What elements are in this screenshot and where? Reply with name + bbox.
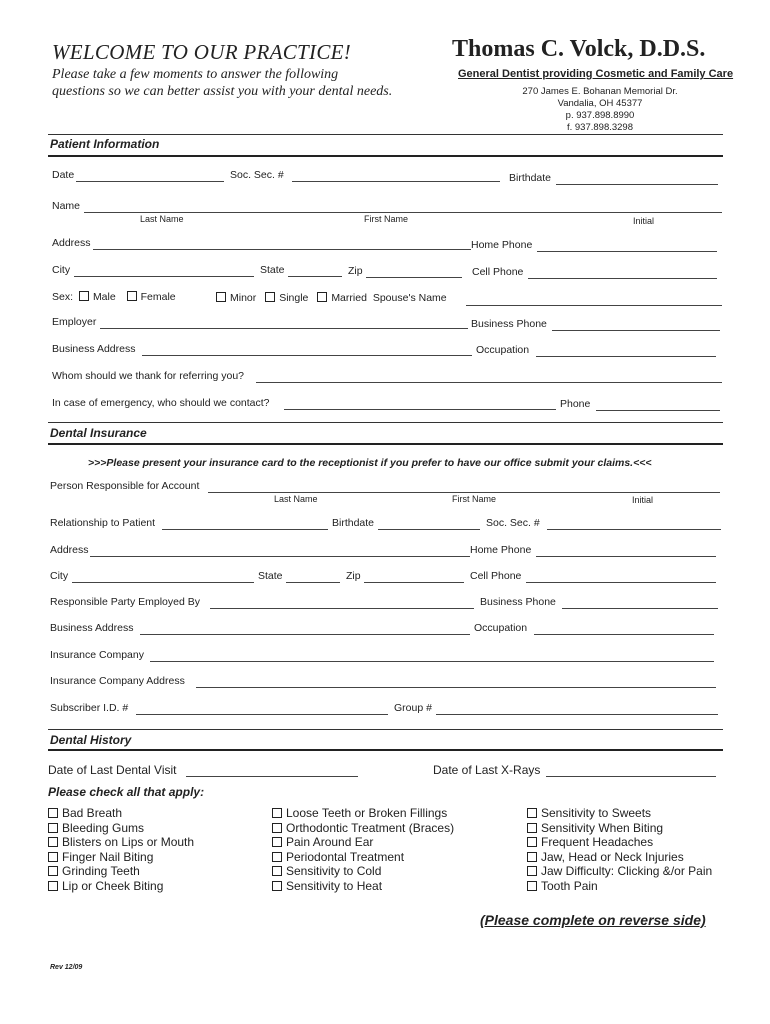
condition-checkbox[interactable]	[272, 866, 282, 876]
insured-occupation-label: Occupation	[474, 622, 528, 634]
insured-ssn-field[interactable]	[547, 529, 721, 530]
condition-item[interactable]: Blisters on Lips or Mouth	[48, 835, 194, 850]
conditions-column-2	[272, 806, 454, 894]
condition-item[interactable]: Finger Nail Biting	[48, 850, 194, 865]
emergency-field[interactable]	[284, 409, 556, 410]
condition-item[interactable]: Pain Around Ear	[272, 835, 454, 850]
initial-caption: Initial	[632, 495, 654, 505]
initial-caption: Initial	[633, 216, 655, 226]
relationship-label: Relationship to Patient	[50, 517, 156, 529]
conditions-column-3	[527, 806, 712, 894]
revision-label: Rev 12/09	[50, 964, 83, 971]
state-label: State	[260, 264, 285, 276]
employer-label: Employer	[52, 316, 97, 328]
insurance-company-label: Insurance Company	[50, 649, 144, 661]
male-checkbox[interactable]	[79, 291, 89, 301]
condition-checkbox[interactable]	[272, 837, 282, 847]
emergency-phone-label: Phone	[560, 398, 591, 410]
cell-phone-field[interactable]	[528, 278, 717, 279]
address-label: Address	[52, 237, 91, 249]
employer-field[interactable]	[100, 328, 468, 329]
home-phone-field[interactable]	[537, 251, 717, 252]
condition-checkbox[interactable]	[527, 881, 537, 891]
insured-address-label: Address	[50, 544, 89, 556]
sex-row	[52, 291, 176, 303]
practice-address	[505, 86, 695, 134]
insured-birthdate-field[interactable]	[378, 529, 480, 530]
section-title-patient: Patient Information	[50, 137, 160, 151]
condition-checkbox[interactable]	[48, 808, 58, 818]
cell-phone-label: Cell Phone	[472, 266, 524, 278]
address-line-2: Vandalia, OH 45377	[557, 98, 643, 109]
reverse-side-note: (Please complete on reverse side)	[480, 912, 706, 928]
intro-text	[52, 66, 392, 100]
sex-label: Sex:	[52, 291, 74, 303]
responsible-field[interactable]	[208, 492, 720, 493]
condition-checkbox[interactable]	[527, 808, 537, 818]
first-name-caption: First Name	[452, 494, 497, 504]
address-line-1: 270 James E. Bohanan Memorial Dr.	[522, 86, 678, 97]
condition-item[interactable]: Bad Breath	[48, 806, 194, 821]
condition-item[interactable]: Loose Teeth or Broken Fillings	[272, 806, 454, 821]
marital-row	[216, 292, 447, 304]
practice-phone: p. 937.898.8990	[565, 110, 635, 121]
responsible-label: Person Responsible for Account	[50, 480, 200, 492]
condition-item[interactable]: Sensitivity to Cold	[272, 864, 454, 879]
first-name-caption: First Name	[364, 214, 409, 224]
birthdate-field[interactable]	[556, 184, 718, 185]
dentist-name: Thomas C. Volck, D.D.S.	[452, 36, 706, 62]
insured-zip-field[interactable]	[364, 582, 464, 583]
single-checkbox[interactable]	[265, 292, 275, 302]
business-address-field[interactable]	[142, 355, 472, 356]
zip-field[interactable]	[366, 277, 462, 278]
section-title-history: Dental History	[50, 733, 132, 747]
condition-item[interactable]: Frequent Headaches	[527, 835, 712, 850]
business-phone-field[interactable]	[552, 330, 720, 331]
minor-checkbox[interactable]	[216, 292, 226, 302]
condition-checkbox[interactable]	[272, 881, 282, 891]
condition-checkbox[interactable]	[527, 823, 537, 833]
last-xrays-field[interactable]	[546, 776, 716, 777]
married-label: Married	[331, 292, 367, 304]
address-field[interactable]	[93, 249, 471, 250]
birthdate-label: Birthdate	[509, 172, 552, 184]
female-label: Female	[140, 291, 176, 303]
last-xrays-label: Date of Last X-Rays	[433, 763, 541, 777]
occupation-label: Occupation	[476, 344, 530, 356]
single-label: Single	[279, 292, 309, 304]
married-checkbox[interactable]	[317, 292, 327, 302]
section-rule-top	[48, 134, 723, 135]
condition-checkbox[interactable]	[527, 837, 537, 847]
insured-home-phone-field[interactable]	[536, 556, 716, 557]
home-phone-label: Home Phone	[471, 239, 533, 251]
condition-item[interactable]: Orthodontic Treatment (Braces)	[272, 821, 454, 836]
insured-business-address-label: Business Address	[50, 622, 134, 634]
emergency-phone-field[interactable]	[596, 410, 720, 411]
relationship-field[interactable]	[162, 529, 328, 530]
insured-occupation-field[interactable]	[534, 634, 714, 635]
city-field[interactable]	[74, 276, 254, 277]
ssn-field[interactable]	[292, 181, 500, 182]
minor-label: Minor	[230, 292, 257, 304]
insured-state-field[interactable]	[286, 582, 340, 583]
condition-checkbox[interactable]	[272, 823, 282, 833]
condition-item[interactable]: Sensitivity to Heat	[272, 879, 454, 894]
condition-item[interactable]: Sensitivity When Biting	[527, 821, 712, 836]
condition-checkbox[interactable]	[48, 881, 58, 891]
male-label: Male	[92, 291, 116, 303]
insurance-company-address-label: Insurance Company Address	[50, 675, 185, 687]
spouse-name-field[interactable]	[466, 305, 722, 306]
insured-cell-label: Cell Phone	[470, 570, 522, 582]
date-label: Date	[52, 169, 75, 181]
insurance-company-address-field[interactable]	[196, 687, 716, 688]
insured-ssn-label: Soc. Sec. #	[486, 517, 540, 529]
section-rule-top	[48, 729, 723, 730]
insured-business-phone-field[interactable]	[562, 608, 718, 609]
condition-item[interactable]: Bleeding Gums	[48, 821, 194, 836]
welcome-heading: WELCOME TO OUR PRACTICE!	[52, 40, 352, 64]
name-label: Name	[52, 200, 81, 212]
condition-item[interactable]: Tooth Pain	[527, 879, 712, 894]
ssn-label: Soc. Sec. #	[230, 169, 284, 181]
last-name-caption: Last Name	[274, 494, 318, 504]
insurance-card-notice: >>>Please present your insurance card to the receptionist if you prefer to have our office submit your claims.<<<	[88, 457, 652, 469]
employed-by-field[interactable]	[210, 608, 474, 609]
employed-by-label: Responsible Party Employed By	[50, 596, 200, 608]
insured-business-phone-label: Business Phone	[480, 596, 556, 608]
intro-line-2: questions so we can better assist you with your dental needs.	[52, 84, 393, 99]
subscriber-id-label: Subscriber I.D. #	[50, 702, 129, 714]
condition-item[interactable]: Jaw, Head or Neck Injuries	[527, 850, 712, 865]
insured-state-label: State	[258, 570, 283, 582]
business-phone-label: Business Phone	[471, 318, 547, 330]
last-visit-label: Date of Last Dental Visit	[48, 763, 177, 777]
last-name-caption: Last Name	[140, 214, 184, 224]
referral-field[interactable]	[256, 382, 722, 383]
section-rule	[48, 749, 723, 751]
section-rule	[48, 155, 723, 157]
conditions-column-1	[48, 806, 194, 894]
condition-checkbox[interactable]	[272, 808, 282, 818]
condition-item[interactable]: Jaw Difficulty: Clicking &/or Pain	[527, 864, 712, 879]
referral-label: Whom should we thank for referring you?	[52, 370, 245, 382]
group-label: Group #	[394, 702, 432, 714]
emergency-label: In case of emergency, who should we contact?	[52, 397, 270, 409]
practice-fax: f. 937.898.3298	[566, 122, 634, 133]
insured-address-field[interactable]	[90, 556, 470, 557]
state-field[interactable]	[288, 276, 342, 277]
condition-checkbox[interactable]	[48, 866, 58, 876]
business-address-label: Business Address	[52, 343, 136, 355]
occupation-field[interactable]	[536, 356, 716, 357]
check-all-heading: Please check all that apply:	[48, 785, 205, 799]
female-checkbox[interactable]	[127, 291, 137, 301]
intro-line-1: Please take a few moments to answer the following	[52, 67, 339, 82]
last-visit-field[interactable]	[186, 776, 358, 777]
section-title-insurance: Dental Insurance	[50, 426, 147, 440]
condition-item[interactable]: Sensitivity to Sweets	[527, 806, 712, 821]
insured-city-label: City	[50, 570, 69, 582]
condition-checkbox[interactable]	[48, 823, 58, 833]
condition-item[interactable]: Grinding Teeth	[48, 864, 194, 879]
condition-item[interactable]: Periodontal Treatment	[272, 850, 454, 865]
group-field[interactable]	[436, 714, 718, 715]
insured-city-field[interactable]	[72, 582, 254, 583]
date-field[interactable]	[76, 181, 224, 182]
spouse-name-label: Spouse's Name	[372, 292, 447, 304]
insured-birthdate-label: Birthdate	[332, 517, 375, 529]
condition-checkbox[interactable]	[48, 852, 58, 862]
condition-checkbox[interactable]	[272, 852, 282, 862]
insured-zip-label: Zip	[346, 570, 361, 582]
condition-checkbox[interactable]	[527, 866, 537, 876]
insured-home-phone-label: Home Phone	[470, 544, 532, 556]
practice-tagline: General Dentist providing Cosmetic and Family Care	[458, 68, 734, 80]
section-rule-top	[48, 422, 723, 423]
insured-cell-field[interactable]	[526, 582, 716, 583]
subscriber-id-field[interactable]	[136, 714, 388, 715]
condition-checkbox[interactable]	[48, 837, 58, 847]
insurance-company-field[interactable]	[150, 661, 714, 662]
name-field[interactable]	[84, 212, 722, 213]
condition-checkbox[interactable]	[527, 852, 537, 862]
city-label: City	[52, 264, 71, 276]
condition-item[interactable]: Lip or Cheek Biting	[48, 879, 194, 894]
insured-business-address-field[interactable]	[140, 634, 470, 635]
section-rule	[48, 443, 723, 445]
zip-label: Zip	[348, 265, 363, 277]
